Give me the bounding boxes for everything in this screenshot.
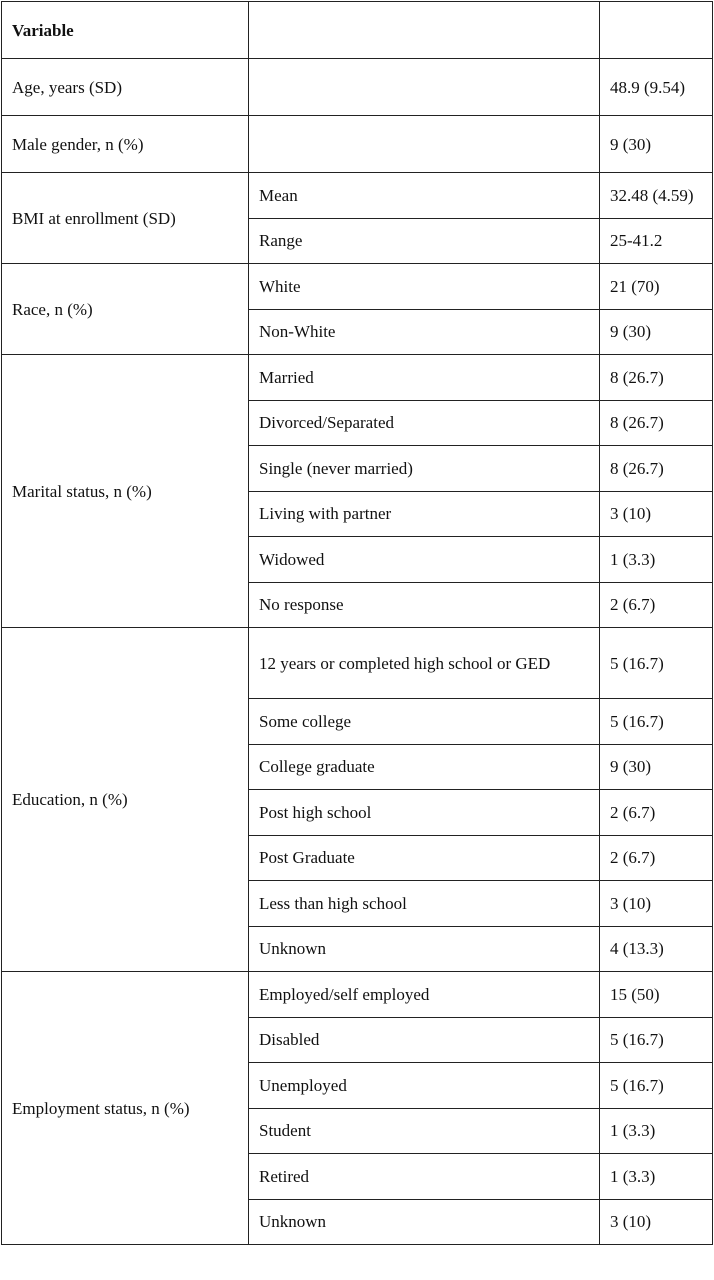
value-cell: 8 (26.7) bbox=[600, 400, 713, 446]
header-row bbox=[2, 2, 713, 59]
value-cell: 3 (10) bbox=[600, 1199, 713, 1245]
value-cell: 5 (16.7) bbox=[600, 628, 713, 699]
category-cell: Employed/self employed bbox=[249, 972, 600, 1018]
table-row bbox=[2, 628, 713, 699]
variable-cell: Male gender, n (%) bbox=[2, 116, 249, 173]
value-cell: 3 (10) bbox=[600, 881, 713, 927]
header-value bbox=[600, 2, 713, 59]
value-cell: 1 (3.3) bbox=[600, 1154, 713, 1200]
table-row bbox=[2, 972, 713, 1018]
value-cell: 8 (26.7) bbox=[600, 446, 713, 492]
category-cell: Non-White bbox=[249, 309, 600, 355]
variable-cell: Race, n (%) bbox=[2, 264, 249, 355]
variable-cell: Marital status, n (%) bbox=[2, 355, 249, 628]
category-cell: Retired bbox=[249, 1154, 600, 1200]
category-cell: Unemployed bbox=[249, 1063, 600, 1109]
variable-cell: Age, years (SD) bbox=[2, 59, 249, 116]
value-cell: 5 (16.7) bbox=[600, 1017, 713, 1063]
value-cell: 2 (6.7) bbox=[600, 790, 713, 836]
variable-cell: Employment status, n (%) bbox=[2, 972, 249, 1245]
category-cell: Some college bbox=[249, 699, 600, 745]
header-variable: Variable bbox=[2, 2, 249, 59]
table-row bbox=[2, 116, 713, 173]
table-row bbox=[2, 173, 713, 219]
category-cell: Married bbox=[249, 355, 600, 401]
category-cell: Mean bbox=[249, 173, 600, 219]
category-cell: Divorced/Separated bbox=[249, 400, 600, 446]
category-cell: Student bbox=[249, 1108, 600, 1154]
value-cell: 48.9 (9.54) bbox=[600, 59, 713, 116]
value-cell: 25-41.2 bbox=[600, 218, 713, 264]
value-cell: 21 (70) bbox=[600, 264, 713, 310]
value-cell: 4 (13.3) bbox=[600, 926, 713, 972]
category-cell: No response bbox=[249, 582, 600, 628]
category-cell bbox=[249, 116, 600, 173]
category-cell: Less than high school bbox=[249, 881, 600, 927]
category-cell: Unknown bbox=[249, 926, 600, 972]
category-cell: Disabled bbox=[249, 1017, 600, 1063]
variable-cell: Education, n (%) bbox=[2, 628, 249, 972]
category-cell: Unknown bbox=[249, 1199, 600, 1245]
table-row bbox=[2, 355, 713, 401]
value-cell: 32.48 (4.59) bbox=[600, 173, 713, 219]
category-cell: Post high school bbox=[249, 790, 600, 836]
value-cell: 15 (50) bbox=[600, 972, 713, 1018]
category-cell: Living with partner bbox=[249, 491, 600, 537]
value-cell: 5 (16.7) bbox=[600, 1063, 713, 1109]
category-cell: Range bbox=[249, 218, 600, 264]
value-cell: 1 (3.3) bbox=[600, 1108, 713, 1154]
category-cell: Post Graduate bbox=[249, 835, 600, 881]
category-cell bbox=[249, 59, 600, 116]
value-cell: 2 (6.7) bbox=[600, 835, 713, 881]
value-cell: 9 (30) bbox=[600, 116, 713, 173]
value-cell: 2 (6.7) bbox=[600, 582, 713, 628]
value-cell: 9 (30) bbox=[600, 309, 713, 355]
header-category bbox=[249, 2, 600, 59]
demographics-table bbox=[1, 1, 713, 1245]
category-cell: Widowed bbox=[249, 537, 600, 583]
table-body bbox=[2, 2, 713, 1245]
table-row bbox=[2, 59, 713, 116]
category-cell: 12 years or completed high school or GED bbox=[249, 628, 600, 699]
category-cell: College graduate bbox=[249, 744, 600, 790]
variable-cell: BMI at enrollment (SD) bbox=[2, 173, 249, 264]
table-row bbox=[2, 264, 713, 310]
value-cell: 9 (30) bbox=[600, 744, 713, 790]
category-cell: Single (never married) bbox=[249, 446, 600, 492]
value-cell: 1 (3.3) bbox=[600, 537, 713, 583]
value-cell: 3 (10) bbox=[600, 491, 713, 537]
value-cell: 5 (16.7) bbox=[600, 699, 713, 745]
value-cell: 8 (26.7) bbox=[600, 355, 713, 401]
category-cell: White bbox=[249, 264, 600, 310]
